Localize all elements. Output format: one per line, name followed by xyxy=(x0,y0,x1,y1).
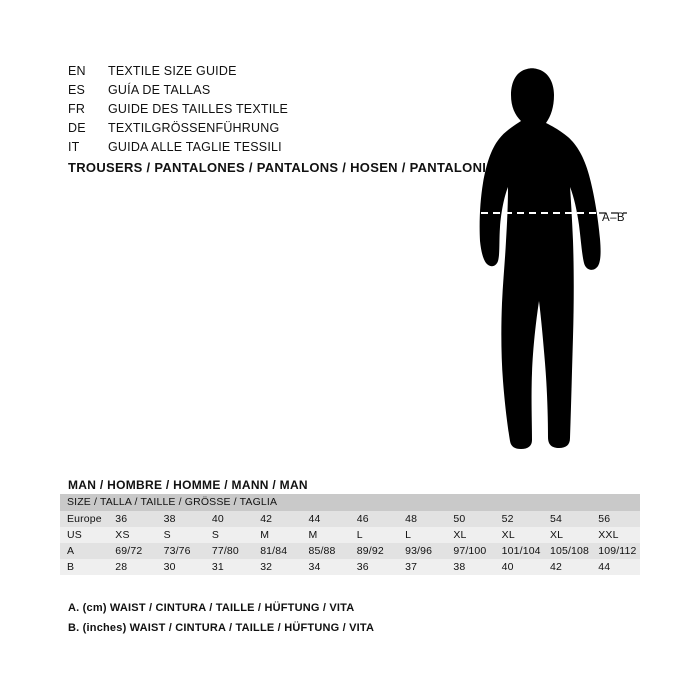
gender-line: MAN / HOMBRE / HOMME / MANN / MAN xyxy=(68,478,308,492)
cell: 34 xyxy=(301,559,349,575)
cell: 56 xyxy=(591,511,640,527)
table-row xyxy=(60,527,640,543)
language-row xyxy=(68,64,448,83)
cell: 77/80 xyxy=(205,543,253,559)
table-row xyxy=(60,543,640,559)
cell: XL xyxy=(495,527,543,543)
language-row xyxy=(68,83,448,102)
language-code: ES xyxy=(68,83,86,97)
footnote-a: A. (cm) WAIST / CINTURA / TAILLE / HÜFTUNG / VITA xyxy=(68,602,355,614)
figure-illustration xyxy=(455,55,655,455)
size-table-wrap xyxy=(60,494,640,575)
cell: 44 xyxy=(591,559,640,575)
language-title: TEXTILE SIZE GUIDE xyxy=(108,64,237,78)
row-label: A xyxy=(60,543,108,559)
cell: XL xyxy=(543,527,591,543)
cell: 37 xyxy=(398,559,446,575)
size-table xyxy=(60,494,640,575)
cell: 69/72 xyxy=(108,543,156,559)
cell: 50 xyxy=(446,511,494,527)
cell: M xyxy=(253,527,301,543)
cell: 85/88 xyxy=(301,543,349,559)
cell: 48 xyxy=(398,511,446,527)
cell: XXL xyxy=(591,527,640,543)
cell: 32 xyxy=(253,559,301,575)
cell: S xyxy=(205,527,253,543)
language-title: GUÍA DE TALLAS xyxy=(108,83,211,97)
cell: 36 xyxy=(350,559,398,575)
cell: 97/100 xyxy=(446,543,494,559)
cell: 40 xyxy=(205,511,253,527)
cell: 38 xyxy=(157,511,205,527)
row-label: US xyxy=(60,527,108,543)
language-code: DE xyxy=(68,121,86,135)
table-header-label: SIZE / TALLA / TAILLE / GRÖSSE / TAGLIA xyxy=(60,494,640,511)
language-row xyxy=(68,121,448,140)
language-code: FR xyxy=(68,102,86,116)
garment-type-line: TROUSERS / PANTALONES / PANTALONS / HOSEN / PANTALONI xyxy=(68,160,487,175)
cell: 54 xyxy=(543,511,591,527)
cell: 30 xyxy=(157,559,205,575)
measurement-label-ab: A–B xyxy=(602,212,625,224)
language-row xyxy=(68,102,448,121)
cell: 42 xyxy=(543,559,591,575)
cell: 28 xyxy=(108,559,156,575)
cell: XL xyxy=(446,527,494,543)
male-silhouette-icon xyxy=(455,55,655,455)
language-title: TEXTILGRÖSSENFÜHRUNG xyxy=(108,121,280,135)
cell: L xyxy=(350,527,398,543)
row-label: Europe xyxy=(60,511,108,527)
cell: 42 xyxy=(253,511,301,527)
language-code: IT xyxy=(68,140,80,154)
cell: L xyxy=(398,527,446,543)
language-code: EN xyxy=(68,64,86,78)
cell: 93/96 xyxy=(398,543,446,559)
cell: M xyxy=(301,527,349,543)
cell: S xyxy=(157,527,205,543)
cell: 101/104 xyxy=(495,543,543,559)
cell: 89/92 xyxy=(350,543,398,559)
table-row xyxy=(60,559,640,575)
cell: 36 xyxy=(108,511,156,527)
table-row xyxy=(60,511,640,527)
cell: 38 xyxy=(446,559,494,575)
footnote-b: B. (inches) WAIST / CINTURA / TAILLE / HÜFTUNG / VITA xyxy=(68,622,375,634)
language-title: GUIDA ALLE TAGLIE TESSILI xyxy=(108,140,282,154)
table-header-row xyxy=(60,494,640,511)
row-label: B xyxy=(60,559,108,575)
language-list xyxy=(68,64,448,159)
language-title: GUIDE DES TAILLES TEXTILE xyxy=(108,102,289,116)
cell: 31 xyxy=(205,559,253,575)
language-row xyxy=(68,140,448,159)
cell: 73/76 xyxy=(157,543,205,559)
cell: 109/112 xyxy=(591,543,640,559)
cell: XS xyxy=(108,527,156,543)
cell: 44 xyxy=(301,511,349,527)
cell: 40 xyxy=(495,559,543,575)
cell: 81/84 xyxy=(253,543,301,559)
footnotes xyxy=(68,602,374,642)
cell: 105/108 xyxy=(543,543,591,559)
cell: 52 xyxy=(495,511,543,527)
cell: 46 xyxy=(350,511,398,527)
